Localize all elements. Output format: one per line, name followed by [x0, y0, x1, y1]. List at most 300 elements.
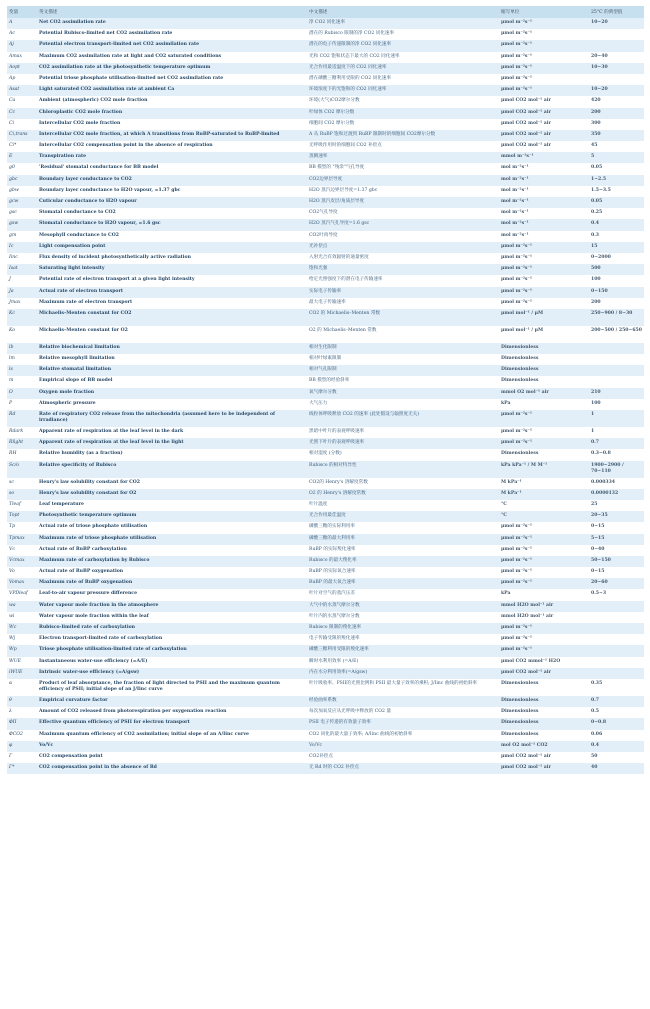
cell-value: [589, 354, 644, 365]
cell-value: 40: [591, 765, 598, 771]
cell-value: 0.7: [591, 440, 599, 446]
table-row: [7, 326, 644, 343]
cell-chinese: 光合作用最适温度下的 CO2 同化速率: [309, 64, 387, 70]
cell-variable: Sc/o: [9, 462, 20, 468]
cell-variable: m: [9, 378, 14, 384]
cell-value: [589, 645, 644, 656]
cell-unit: μmol m⁻²s⁻¹: [501, 254, 532, 260]
cell-english: Actual rate of RuBP carboxylation: [39, 546, 127, 552]
cell-unit: μmol m⁻²s⁻¹: [501, 524, 532, 530]
table-row: [7, 500, 644, 511]
cell-variable: ΦCO2: [9, 731, 23, 737]
cell-unit: μmol m⁻²s⁻¹: [501, 412, 532, 417]
header-chinese: 中文描述: [307, 6, 499, 18]
cell-value: 0.4: [591, 221, 599, 227]
cell-chinese: 叶片对空气的蒸汽压差: [309, 591, 355, 597]
cell-english: Intrinsic water-use efficiency (=A/gsw): [39, 669, 140, 675]
table-row: [7, 388, 644, 399]
cell-variable: RH: [9, 451, 17, 457]
cell-chinese: 环境(大气)CO2摩尔分数: [309, 98, 360, 104]
cell-chinese: 潜在的 Rubisco 限制的净 CO2 同化速率: [309, 31, 395, 37]
cell-english: Instantaneous water-use efficiency (=A/E): [39, 658, 148, 664]
cell-unit: °C: [501, 513, 507, 519]
table-row: [7, 645, 644, 656]
table-row: [7, 231, 644, 242]
cell-english: Actual rate of triose phosphate utilisation: [39, 524, 148, 530]
cell-chinese: 最大电子传输速率: [309, 299, 346, 305]
cell-chinese: 无呼吸作用时的细胞间 CO2 补偿点: [309, 143, 382, 149]
cell-value: 1~2.5: [591, 176, 607, 182]
cell-chinese: A 从 RuBP 饱和过渡到 RuBP 限制时的细胞间 CO2摩尔分数: [309, 131, 436, 137]
table-row: [7, 657, 644, 668]
cell-chinese: 经验曲率系数: [309, 697, 337, 703]
cell-value: 0.35: [591, 680, 603, 686]
cell-value: 0.7: [591, 697, 599, 703]
cell-english: Intercellular CO2 mole fraction, at which A transitions from RuBP-saturated to RuBP-limited: [39, 131, 280, 137]
table-row: [7, 741, 644, 752]
cell-unit: μmol CO2 mol⁻¹ air: [501, 120, 551, 126]
header-english: 英文描述: [37, 6, 307, 18]
cell-unit: mol m⁻²s⁻¹: [501, 221, 529, 227]
cell-chinese: 光和 CO2 饱和状态下最大的 CO2 同化速率: [309, 53, 400, 59]
cell-chinese: 内在水分利用效率(=A/gsw): [309, 669, 368, 675]
table-row: [7, 589, 644, 600]
cell-variable: wa: [9, 602, 16, 608]
cell-variable: Iinc: [9, 254, 18, 260]
cell-english: Relative specificity of Rubisco: [39, 462, 117, 468]
cell-chinese: CO2的 Henry's 溶解度常数: [309, 479, 368, 485]
cell-value: 0.000334: [591, 479, 615, 485]
cell-value: 0.5~3: [591, 591, 607, 597]
cell-unit: mol m⁻²s⁻¹: [501, 199, 529, 204]
table-row: [7, 679, 644, 696]
cell-value: 10~30: [591, 64, 608, 70]
table-row: [7, 141, 644, 152]
cell-english: CO2 assimilation rate at the photosynthetic temperature optimum: [39, 64, 211, 70]
cell-variable: Ko: [9, 327, 16, 333]
cell-chinese: 大气中的水蒸气摩尔分数: [309, 602, 360, 608]
cell-chinese: 光补偿点: [309, 243, 328, 249]
cell-variable: lb: [9, 344, 14, 350]
cell-unit: μmol CO2 mol⁻¹ air: [501, 669, 551, 675]
table-row: [7, 478, 644, 489]
cell-unit: kPa: [501, 591, 511, 597]
cell-english: Stomatal conductance to CO2: [39, 210, 116, 216]
cell-english: Actual rate of electron transport: [39, 288, 124, 294]
cell-unit: μmol m⁻²s⁻¹: [501, 636, 532, 642]
cell-chinese: 黑暗中叶片的表观呼吸速率: [309, 429, 365, 434]
cell-variable: Wp: [9, 647, 17, 653]
cell-unit: Dimensionless: [501, 356, 539, 362]
cell-english: Amount of CO2 released from photorespiration per oxygenation reaction: [39, 709, 227, 715]
cell-chinese: 实际电子传输率: [309, 288, 342, 294]
cell-variable: Jmax: [9, 299, 21, 305]
cell-variable: Asat: [9, 87, 20, 93]
table-row: [7, 449, 644, 460]
cell-value: 0.0000132: [591, 490, 619, 496]
cell-english: Rate of respiratory CO2 release from the mitochondria (assumed here to be independent of irradiance): [39, 412, 275, 423]
cell-value: 100: [591, 400, 601, 406]
table-row: [7, 63, 644, 74]
cell-chinese: 相对湿度 (分数): [309, 451, 342, 457]
cell-unit: mmol m⁻²s⁻¹: [501, 154, 534, 160]
cell-variable: Topt: [9, 513, 20, 519]
cell-value: 200: [591, 109, 601, 115]
cell-english: Electron transport-limited rate of carboxylation: [39, 636, 163, 642]
cell-chinese: 细胞间 CO2 摩尔分数: [309, 120, 355, 126]
cell-english: Rubisco-limited rate of carboxylation: [39, 625, 135, 630]
cell-unit: mol m⁻²s⁻¹: [501, 210, 529, 216]
cell-variable: gsc: [9, 210, 17, 216]
cell-unit: μmol m⁻²s⁻¹: [501, 546, 532, 552]
table-row: [7, 763, 644, 774]
cell-value: [589, 365, 644, 376]
header-typical-value: 25°C 的典型值: [589, 6, 644, 18]
table-row: [7, 52, 644, 63]
cell-value: [589, 29, 644, 40]
cell-unit: μmol m⁻²s⁻¹: [501, 266, 532, 272]
cell-variable: iWUE: [9, 669, 23, 675]
cell-variable: Cc: [9, 109, 16, 115]
cell-unit: Dimensionless: [501, 731, 539, 737]
cell-chinese: RuBP 的实际羧化速率: [309, 546, 356, 552]
cell-unit: μmol m⁻²s⁻¹: [501, 53, 532, 59]
cell-chinese: 相对生化限制: [309, 344, 337, 350]
cell-chinese: 环境浓度下的光饱和的 CO2 同化速率: [309, 87, 387, 93]
cell-value: 0~40: [591, 546, 605, 552]
cell-variable: J: [9, 277, 11, 283]
table-row: [7, 298, 644, 309]
cell-value: 0.06: [591, 731, 603, 737]
cell-variable: θ: [9, 697, 12, 703]
cell-variable: Tp: [9, 524, 16, 530]
table-row: [7, 567, 644, 578]
cell-chinese: 叶片温度: [309, 501, 328, 507]
cell-variable: Ci: [9, 120, 14, 126]
cell-unit: Dimensionless: [501, 451, 539, 457]
cell-value: 5~15: [591, 535, 605, 541]
cell-value: 1900~2900 / 70~110: [591, 462, 624, 474]
header-unit: 缩写单位: [499, 6, 589, 18]
cell-variable: ls: [9, 367, 13, 373]
cell-variable: Γ: [9, 753, 13, 759]
cell-english: Michaelis–Menten constant for O2: [39, 327, 128, 333]
cell-unit: μmol m⁻²s⁻¹: [501, 75, 532, 81]
cell-value: 0.3: [591, 232, 599, 238]
cell-variable: gbw: [9, 187, 19, 193]
cell-value: 0~2000: [591, 254, 611, 260]
table-row: [7, 399, 644, 410]
table-row: [7, 287, 644, 298]
table-row: [7, 489, 644, 500]
table-row: [7, 556, 644, 567]
cell-unit: μmol m⁻²s⁻¹: [501, 429, 532, 434]
cell-english: Relative biochemical limitation: [39, 344, 120, 350]
cell-chinese: 叶片吸收率、PSII的光照比例和 PSII 最大量子效率的乘积; J/Iinc 曲线的初始斜率: [309, 680, 477, 686]
cell-variable: Ap: [9, 75, 16, 81]
cell-english: Relative mesophyll limitation: [39, 356, 115, 362]
cell-variable: Ja: [9, 288, 14, 294]
cell-variable: Isat: [9, 266, 18, 272]
cell-unit: Dimensionless: [501, 697, 539, 703]
cell-chinese: 光照下叶片的表观呼吸速率: [309, 440, 365, 446]
table-row: [7, 601, 644, 612]
cell-english: Leaf-to-air vapour pressure difference: [39, 591, 138, 597]
cell-english: Maximum rate of electron transport: [39, 299, 133, 305]
table-row: [7, 578, 644, 589]
cell-english: Relative humidity (as a fraction): [39, 451, 123, 457]
cell-english: Henry's law solubility constant for O2: [39, 490, 137, 496]
cell-value: 0~15: [591, 569, 605, 575]
cell-english: Water vapour mole fraction within the leaf: [39, 613, 149, 619]
cell-value: [589, 376, 644, 387]
cell-value: 1: [591, 412, 595, 417]
cell-unit: μmol m⁻²s⁻¹: [501, 557, 532, 563]
cell-unit: mol m⁻²s⁻¹: [501, 187, 529, 193]
cell-english: Net CO2 assimilation rate: [39, 20, 106, 25]
cell-unit: μmol CO2 mol⁻¹ air: [501, 753, 551, 759]
cell-chinese: 磷酸三糖的实际利用率: [309, 524, 355, 530]
cell-value: 0.3~0.8: [591, 451, 611, 457]
cell-english: Apparent rate of respiration at the leaf level in the dark: [39, 429, 184, 434]
cell-variable: sc: [9, 479, 14, 485]
table-row: [7, 461, 644, 478]
cell-value: 0~15: [591, 524, 605, 530]
cell-value: 200: [591, 299, 601, 305]
table-row: [7, 197, 644, 208]
cell-value: [589, 623, 644, 634]
cell-value: 0.25: [591, 210, 603, 216]
cell-chinese: 饱和光强: [309, 266, 328, 272]
cell-variable: Vo: [9, 569, 15, 575]
variables-table: [7, 6, 644, 774]
cell-chinese: 氧气摩尔分数: [309, 389, 337, 395]
cell-english: Mesophyll conductance to CO2: [39, 232, 119, 238]
cell-english: Effective quantum efficiency of PSII for electron transport: [39, 720, 190, 726]
cell-value: 350: [591, 131, 601, 137]
cell-english: Intercellular CO2 compensation point in the absence of respiration: [39, 143, 213, 149]
cell-value: [589, 74, 644, 85]
cell-value: 5: [591, 154, 595, 160]
table-row: [7, 242, 644, 253]
cell-variable: lm: [9, 356, 15, 362]
cell-value: 0.05: [591, 165, 603, 171]
table-row: [7, 752, 644, 763]
cell-chinese: BB 模型的经验斜率: [309, 378, 350, 384]
cell-variable: Vc: [9, 546, 15, 552]
table-row: [7, 730, 644, 741]
table-row: [7, 522, 644, 533]
table-row: [7, 376, 644, 387]
cell-chinese: 电子传输受限的羧化速率: [309, 636, 360, 642]
cell-value: 200~500 / 250~650: [591, 327, 642, 333]
table-row: [7, 253, 644, 264]
table-row: [7, 85, 644, 96]
cell-variable: O: [9, 389, 13, 395]
cell-value: 0~150: [591, 288, 608, 294]
cell-chinese: 磷酸三糖的最大利用率: [309, 535, 355, 541]
cell-chinese: 无 Rd 时的 CO2 补偿点: [309, 765, 360, 771]
cell-english: Vo/Vc: [39, 742, 54, 748]
cell-english: Atmospheric pressure: [39, 400, 96, 406]
cell-variable: E: [9, 154, 13, 160]
cell-value: 300: [591, 120, 601, 126]
cell-variable: Rdark: [9, 429, 24, 434]
table-body: [7, 18, 644, 774]
cell-english: Leaf temperature: [39, 501, 84, 507]
cell-unit: μmol m⁻²s⁻¹: [501, 277, 532, 283]
cell-value: 50: [591, 753, 598, 759]
cell-unit: Dimensionless: [501, 378, 539, 384]
cell-english: Light compensation point: [39, 243, 106, 249]
cell-variable: Tleaf: [9, 501, 21, 507]
cell-unit: μmol m⁻²s⁻¹: [501, 299, 532, 305]
cell-chinese: 入射光合有效辐射的通量密度: [309, 254, 369, 260]
cell-unit: M kPa⁻¹: [501, 490, 522, 496]
cell-english: Oxygen mole fraction: [39, 389, 95, 395]
cell-chinese: CO2 同化的最大量子效率; A/Iinc 曲线的初始斜率: [309, 731, 413, 737]
cell-english: Empirical curvature factor: [39, 697, 108, 703]
table-row: [7, 40, 644, 51]
cell-unit: mmol H2O mol⁻¹ air: [501, 613, 554, 619]
cell-value: [589, 601, 644, 612]
cell-english: Light saturated CO2 assimilation rate at ambient Ca: [39, 87, 175, 93]
cell-unit: μmol m⁻²s⁻¹: [501, 64, 532, 70]
cell-unit: μmol mol⁻¹ / μM: [501, 327, 544, 333]
cell-variable: λ: [9, 709, 12, 715]
cell-unit: kPa: [501, 400, 511, 406]
cell-unit: mmol H2O mol⁻¹ air: [501, 602, 554, 608]
cell-unit: M kPa⁻¹: [501, 479, 522, 485]
cell-unit: μmol CO2 mol⁻¹ air: [501, 109, 551, 115]
cell-unit: μmol m⁻²s⁻¹: [501, 288, 532, 294]
cell-unit: °C: [501, 501, 507, 507]
cell-chinese: 潜在磷酸三糖利用受限的 CO2 同化速率: [309, 75, 392, 81]
cell-variable: gbc: [9, 176, 18, 182]
cell-chinese: 潜在的电子传递限制的净 CO2 同化速率: [309, 42, 392, 48]
cell-english: CO2 compensation point: [39, 753, 103, 759]
cell-english: Flux density of incident photosynthetically active radiation: [39, 254, 191, 260]
cell-english: Potential triose phosphate utilisation-limited net CO2 assimilation rate: [39, 75, 224, 81]
cell-chinese: 叶绿体 CO2 摩尔分数: [309, 109, 355, 115]
cell-variable: Ci,trans: [9, 131, 28, 137]
cell-value: 0.4: [591, 742, 599, 748]
header-variable: 变量: [7, 6, 37, 18]
cell-english: 'Residual' stomatal conductance for BB model: [39, 165, 159, 171]
cell-value: 0.5: [591, 709, 599, 715]
cell-english: Chloroplastic CO2 mole fraction: [39, 109, 123, 115]
table-row: [7, 410, 644, 427]
cell-unit: mol m⁻²s⁻¹: [501, 232, 529, 238]
cell-variable: Amax: [9, 53, 23, 59]
cell-value: [589, 668, 644, 679]
table-row: [7, 707, 644, 718]
table-row: [7, 96, 644, 107]
table-row: [7, 718, 644, 729]
cell-value: 0~0.8: [591, 720, 607, 726]
cell-variable: Ac: [9, 31, 15, 37]
cell-chinese: H2O 蒸汽气孔导度=1.6 gsc: [309, 221, 370, 227]
cell-unit: μmol m⁻²s⁻¹: [501, 569, 532, 575]
cell-unit: mol m⁻²s⁻¹: [501, 176, 529, 182]
cell-value: 1: [591, 429, 595, 434]
cell-chinese: Rubisco 的相对特异性: [309, 462, 357, 468]
cell-chinese: 瞬时水利用效率 (=A/E): [309, 658, 359, 664]
cell-chinese: 叶片内的水蒸气摩尔分数: [309, 613, 360, 619]
table-row: [7, 208, 644, 219]
table-row: [7, 18, 644, 29]
table-row: [7, 343, 644, 354]
cell-variable: Aopt: [9, 64, 20, 70]
cell-unit: μmol m⁻²s⁻¹: [501, 647, 532, 653]
cell-chinese: 每次加氧反应从光呼吸中释放的 CO2 量: [309, 709, 392, 715]
cell-unit: Dimensionless: [501, 720, 539, 726]
cell-english: Boundary layer conductance to CO2: [39, 176, 132, 182]
cell-value: [589, 657, 644, 668]
cell-chinese: Rubisco 限制的羧化速率: [309, 625, 362, 630]
cell-unit: mol O2 mol⁻¹ CO2: [501, 742, 548, 748]
table-row: [7, 438, 644, 449]
cell-variable: Vcmax: [9, 557, 25, 563]
cell-chinese: 线粒体呼吸释放 CO2 的速率 (此处假设与辐照度无关): [309, 412, 420, 417]
cell-unit: μmol CO2 mmol⁻¹ H2O: [501, 658, 561, 664]
cell-value: 25: [591, 501, 598, 507]
table-row: [7, 219, 644, 230]
cell-variable: Vomax: [9, 580, 25, 586]
table-row: [7, 365, 644, 376]
cell-value: 20~35: [591, 513, 608, 519]
cell-variable: Ci*: [9, 143, 17, 149]
cell-english: Empirical slope of BB model: [39, 378, 113, 384]
cell-variable: Rd: [9, 412, 16, 417]
cell-value: [589, 612, 644, 623]
table-row: [7, 634, 644, 645]
cell-unit: μmol m⁻²s⁻¹: [501, 243, 532, 249]
cell-unit: kPa kPa⁻¹ / M M⁻¹: [501, 462, 548, 468]
table-row: [7, 264, 644, 275]
table-row: [7, 108, 644, 119]
cell-unit: μmol m⁻²s⁻¹: [501, 87, 532, 93]
cell-english: Intercellular CO2 mole fraction: [39, 120, 121, 126]
table-row: [7, 175, 644, 186]
table-row: [7, 612, 644, 623]
cell-chinese: Rubisco 的最大羧化率: [309, 557, 357, 563]
cell-unit: μmol CO2 mol⁻¹ air: [501, 765, 551, 771]
cell-chinese: CO2叶肉导度: [309, 232, 338, 238]
cell-english: Maximum quantum efficiency of CO2 assimilation; initial slope of an A/Iinc curve: [39, 731, 249, 737]
cell-value: 210: [591, 389, 601, 395]
cell-value: 10~20: [591, 87, 608, 93]
table-row: [7, 130, 644, 141]
cell-variable: Ic: [9, 243, 14, 249]
table-row: [7, 668, 644, 679]
cell-variable: VPDleaf: [9, 591, 28, 597]
cell-variable: Ca: [9, 98, 16, 104]
cell-english: Actual rate of RuBP oxygenation: [39, 569, 124, 575]
cell-chinese: 相对气孔限制: [309, 367, 337, 373]
cell-variable: gsw: [9, 221, 19, 227]
cell-english: Ambient (atmospheric) CO2 mole fraction: [39, 98, 148, 104]
cell-unit: μmol mol⁻¹ / μM: [501, 310, 544, 316]
table-row: [7, 354, 644, 365]
cell-variable: Rlight: [9, 440, 24, 446]
cell-value: 1.5~3.5: [591, 187, 611, 193]
cell-chinese: BB 模型的 "残余"气孔导度: [309, 165, 365, 171]
cell-english: Stomatal conductance to H2O vapour, =1.6 gsc: [39, 221, 161, 227]
cell-variable: Γ*: [9, 765, 15, 771]
cell-chinese: CO2补偿点: [309, 753, 333, 759]
table-row: [7, 309, 644, 326]
